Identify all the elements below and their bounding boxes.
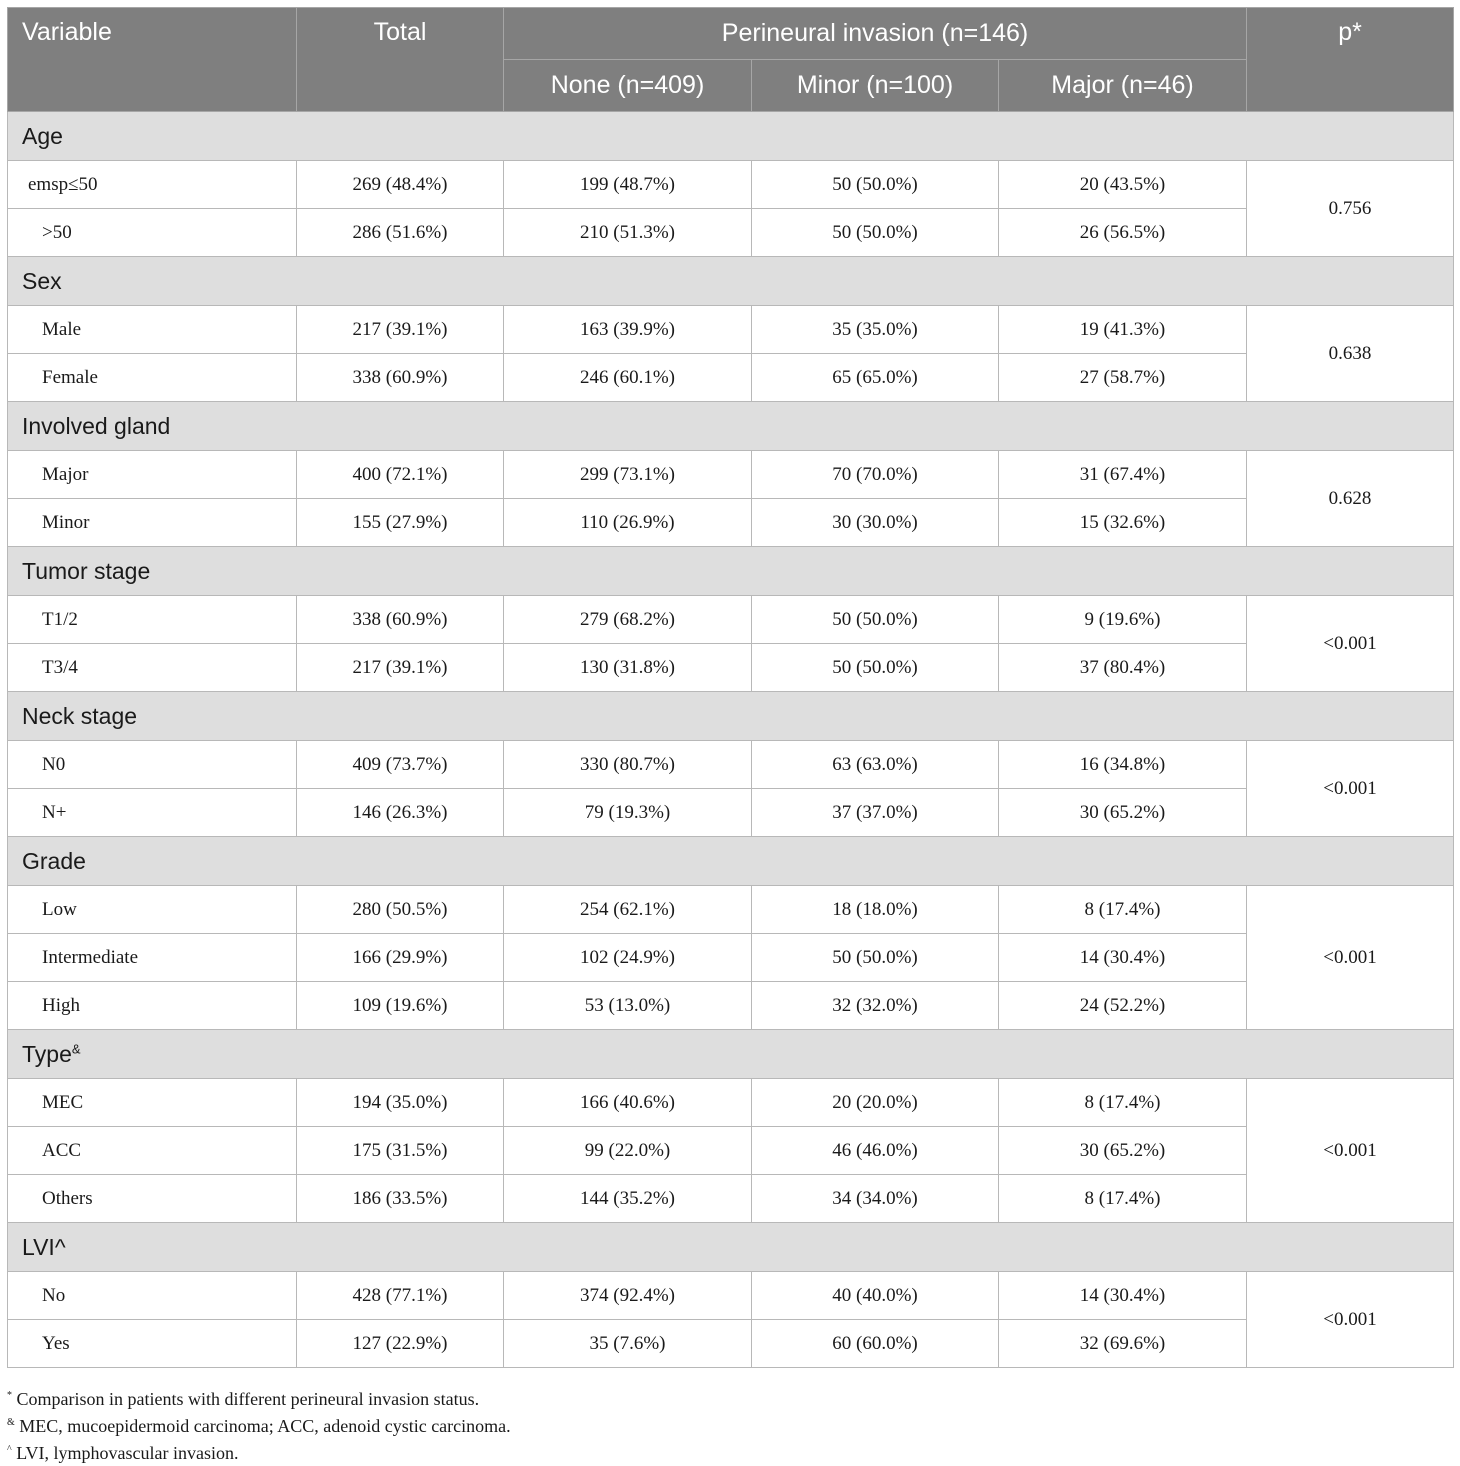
table-row <box>8 982 1454 1030</box>
table-cell: 27 (58.7%) <box>999 354 1247 402</box>
table-cell: 110 (26.9%) <box>504 499 752 547</box>
table-cell: 20 (43.5%) <box>999 161 1247 209</box>
footnote <box>7 1384 511 1411</box>
header-minor: Minor (n=100) <box>752 60 999 112</box>
table-cell: 35 (7.6%) <box>504 1320 752 1368</box>
table-cell: 30 (30.0%) <box>752 499 999 547</box>
table-cell: 16 (34.8%) <box>999 741 1247 789</box>
row-label: No <box>8 1272 297 1320</box>
row-label: Low <box>8 886 297 934</box>
table-row <box>8 1175 1454 1223</box>
table-cell: 79 (19.3%) <box>504 789 752 837</box>
table-cell: 217 (39.1%) <box>297 644 504 692</box>
table-cell: 40 (40.0%) <box>752 1272 999 1320</box>
row-label: Minor <box>8 499 297 547</box>
table-cell: 166 (40.6%) <box>504 1079 752 1127</box>
table-cell: 186 (33.5%) <box>297 1175 504 1223</box>
section-header-row <box>8 112 1454 161</box>
table-row <box>8 1079 1454 1127</box>
footnote <box>7 1438 511 1465</box>
p-value-cell: <0.001 <box>1247 596 1454 692</box>
table-cell: 31 (67.4%) <box>999 451 1247 499</box>
table-cell: 50 (50.0%) <box>752 596 999 644</box>
table-cell: 24 (52.2%) <box>999 982 1247 1030</box>
table-cell: 65 (65.0%) <box>752 354 999 402</box>
table-row <box>8 789 1454 837</box>
table-cell: 50 (50.0%) <box>752 934 999 982</box>
table-cell: 254 (62.1%) <box>504 886 752 934</box>
table-cell: 155 (27.9%) <box>297 499 504 547</box>
header-major: Major (n=46) <box>999 60 1247 112</box>
table-cell: 338 (60.9%) <box>297 354 504 402</box>
row-label: Intermediate <box>8 934 297 982</box>
header-p-value: p* <box>1247 8 1454 112</box>
table-cell: 30 (65.2%) <box>999 1127 1247 1175</box>
row-label: T1/2 <box>8 596 297 644</box>
table-cell: 50 (50.0%) <box>752 209 999 257</box>
section-title-text: Sex <box>22 267 62 294</box>
section-title <box>8 402 1454 451</box>
section-title-text: Type <box>22 1040 72 1067</box>
footnote-text: Comparison in patients with different perineural invasion status. <box>16 1389 480 1409</box>
table-cell: 199 (48.7%) <box>504 161 752 209</box>
section-title <box>8 547 1454 596</box>
table-row <box>8 644 1454 692</box>
footnote-mark: * <box>7 1390 12 1401</box>
section-title <box>8 1030 1454 1079</box>
table-cell: 14 (30.4%) <box>999 1272 1247 1320</box>
section-header-row <box>8 547 1454 596</box>
section-title-text: Age <box>22 122 63 149</box>
table-cell: 217 (39.1%) <box>297 306 504 354</box>
table-cell: 15 (32.6%) <box>999 499 1247 547</box>
section-title-text: Tumor stage <box>22 557 151 584</box>
table-cell: 53 (13.0%) <box>504 982 752 1030</box>
row-label: Yes <box>8 1320 297 1368</box>
table-cell: 35 (35.0%) <box>752 306 999 354</box>
table-cell: 46 (46.0%) <box>752 1127 999 1175</box>
table-cell: 130 (31.8%) <box>504 644 752 692</box>
row-label: MEC <box>8 1079 297 1127</box>
section-header-row <box>8 692 1454 741</box>
table-cell: 299 (73.1%) <box>504 451 752 499</box>
section-title <box>8 692 1454 741</box>
p-value-cell: 0.756 <box>1247 161 1454 257</box>
table-cell: 163 (39.9%) <box>504 306 752 354</box>
table-cell: 210 (51.3%) <box>504 209 752 257</box>
table-cell: 8 (17.4%) <box>999 886 1247 934</box>
table-cell: 279 (68.2%) <box>504 596 752 644</box>
footnote-text: MEC, mucoepidermoid carcinoma; ACC, adenoid cystic carcinoma. <box>19 1416 511 1436</box>
data-table <box>7 7 1454 1368</box>
table-cell: 99 (22.0%) <box>504 1127 752 1175</box>
table-cell: 409 (73.7%) <box>297 741 504 789</box>
table-row <box>8 741 1454 789</box>
table-cell: 9 (19.6%) <box>999 596 1247 644</box>
row-label: Male <box>8 306 297 354</box>
table-cell: 280 (50.5%) <box>297 886 504 934</box>
table-cell: 60 (60.0%) <box>752 1320 999 1368</box>
p-value-cell: <0.001 <box>1247 886 1454 1030</box>
section-title <box>8 112 1454 161</box>
table-cell: 63 (63.0%) <box>752 741 999 789</box>
table-cell: 109 (19.6%) <box>297 982 504 1030</box>
row-label: N0 <box>8 741 297 789</box>
row-label: ACC <box>8 1127 297 1175</box>
table-header <box>8 8 1454 112</box>
row-label: Female <box>8 354 297 402</box>
table-cell: 246 (60.1%) <box>504 354 752 402</box>
table-cell: 50 (50.0%) <box>752 161 999 209</box>
table-cell: 269 (48.4%) <box>297 161 504 209</box>
table-row <box>8 499 1454 547</box>
header-perineural-group: Perineural invasion (n=146) <box>504 8 1247 60</box>
table-cell: 26 (56.5%) <box>999 209 1247 257</box>
table-cell: 330 (80.7%) <box>504 741 752 789</box>
table-cell: 338 (60.9%) <box>297 596 504 644</box>
table-row <box>8 209 1454 257</box>
row-label: T3/4 <box>8 644 297 692</box>
table-cell: 20 (20.0%) <box>752 1079 999 1127</box>
table-cell: 400 (72.1%) <box>297 451 504 499</box>
table-cell: 127 (22.9%) <box>297 1320 504 1368</box>
section-header-row <box>8 1223 1454 1272</box>
table-cell: 286 (51.6%) <box>297 209 504 257</box>
footnote-text: LVI, lymphovascular invasion. <box>16 1443 239 1463</box>
table-row <box>8 1127 1454 1175</box>
table-cell: 175 (31.5%) <box>297 1127 504 1175</box>
table-row <box>8 161 1454 209</box>
section-superscript: & <box>71 1040 81 1056</box>
header-none: None (n=409) <box>504 60 752 112</box>
table-row <box>8 1272 1454 1320</box>
footnotes <box>7 1384 511 1465</box>
p-value-cell: <0.001 <box>1247 1079 1454 1223</box>
table-cell: 32 (32.0%) <box>752 982 999 1030</box>
table-row <box>8 886 1454 934</box>
table-cell: 19 (41.3%) <box>999 306 1247 354</box>
table-cell: 37 (37.0%) <box>752 789 999 837</box>
table-row <box>8 1320 1454 1368</box>
table-cell: 428 (77.1%) <box>297 1272 504 1320</box>
row-label: emsp≤50 <box>8 161 297 209</box>
row-label: >50 <box>8 209 297 257</box>
section-header-row <box>8 837 1454 886</box>
row-label: Major <box>8 451 297 499</box>
section-title-text: Involved gland <box>22 412 171 439</box>
table-cell: 18 (18.0%) <box>752 886 999 934</box>
table-cell: 14 (30.4%) <box>999 934 1247 982</box>
table-cell: 194 (35.0%) <box>297 1079 504 1127</box>
table-cell: 37 (80.4%) <box>999 644 1247 692</box>
table-cell: 32 (69.6%) <box>999 1320 1247 1368</box>
table-body <box>8 112 1454 1368</box>
section-title-text: Grade <box>22 847 86 874</box>
row-label: High <box>8 982 297 1030</box>
table-cell: 144 (35.2%) <box>504 1175 752 1223</box>
header-total: Total <box>297 8 504 112</box>
section-title <box>8 257 1454 306</box>
table-row <box>8 354 1454 402</box>
table-cell: 374 (92.4%) <box>504 1272 752 1320</box>
p-value-cell: <0.001 <box>1247 1272 1454 1368</box>
header-variable: Variable <box>8 8 297 112</box>
section-title <box>8 1223 1454 1272</box>
section-header-row <box>8 1030 1454 1079</box>
p-value-cell: 0.638 <box>1247 306 1454 402</box>
table-row <box>8 596 1454 644</box>
section-title <box>8 837 1454 886</box>
table-cell: 50 (50.0%) <box>752 644 999 692</box>
table-container <box>7 7 1453 1368</box>
table-cell: 102 (24.9%) <box>504 934 752 982</box>
footnote-mark: & <box>7 1417 15 1428</box>
table-row <box>8 934 1454 982</box>
table-cell: 146 (26.3%) <box>297 789 504 837</box>
table-cell: 34 (34.0%) <box>752 1175 999 1223</box>
row-label: Others <box>8 1175 297 1223</box>
section-title-text: Neck stage <box>22 702 138 729</box>
table-row <box>8 306 1454 354</box>
table-cell: 30 (65.2%) <box>999 789 1247 837</box>
row-label: N+ <box>8 789 297 837</box>
section-title-text: LVI^ <box>22 1233 66 1260</box>
footnote-mark: ^ <box>7 1444 12 1455</box>
p-value-cell: <0.001 <box>1247 741 1454 837</box>
section-header-row <box>8 257 1454 306</box>
table-cell: 70 (70.0%) <box>752 451 999 499</box>
section-header-row <box>8 402 1454 451</box>
p-value-cell: 0.628 <box>1247 451 1454 547</box>
footnote <box>7 1411 511 1438</box>
table-cell: 8 (17.4%) <box>999 1175 1247 1223</box>
table-cell: 8 (17.4%) <box>999 1079 1247 1127</box>
table-cell: 166 (29.9%) <box>297 934 504 982</box>
table-row <box>8 451 1454 499</box>
